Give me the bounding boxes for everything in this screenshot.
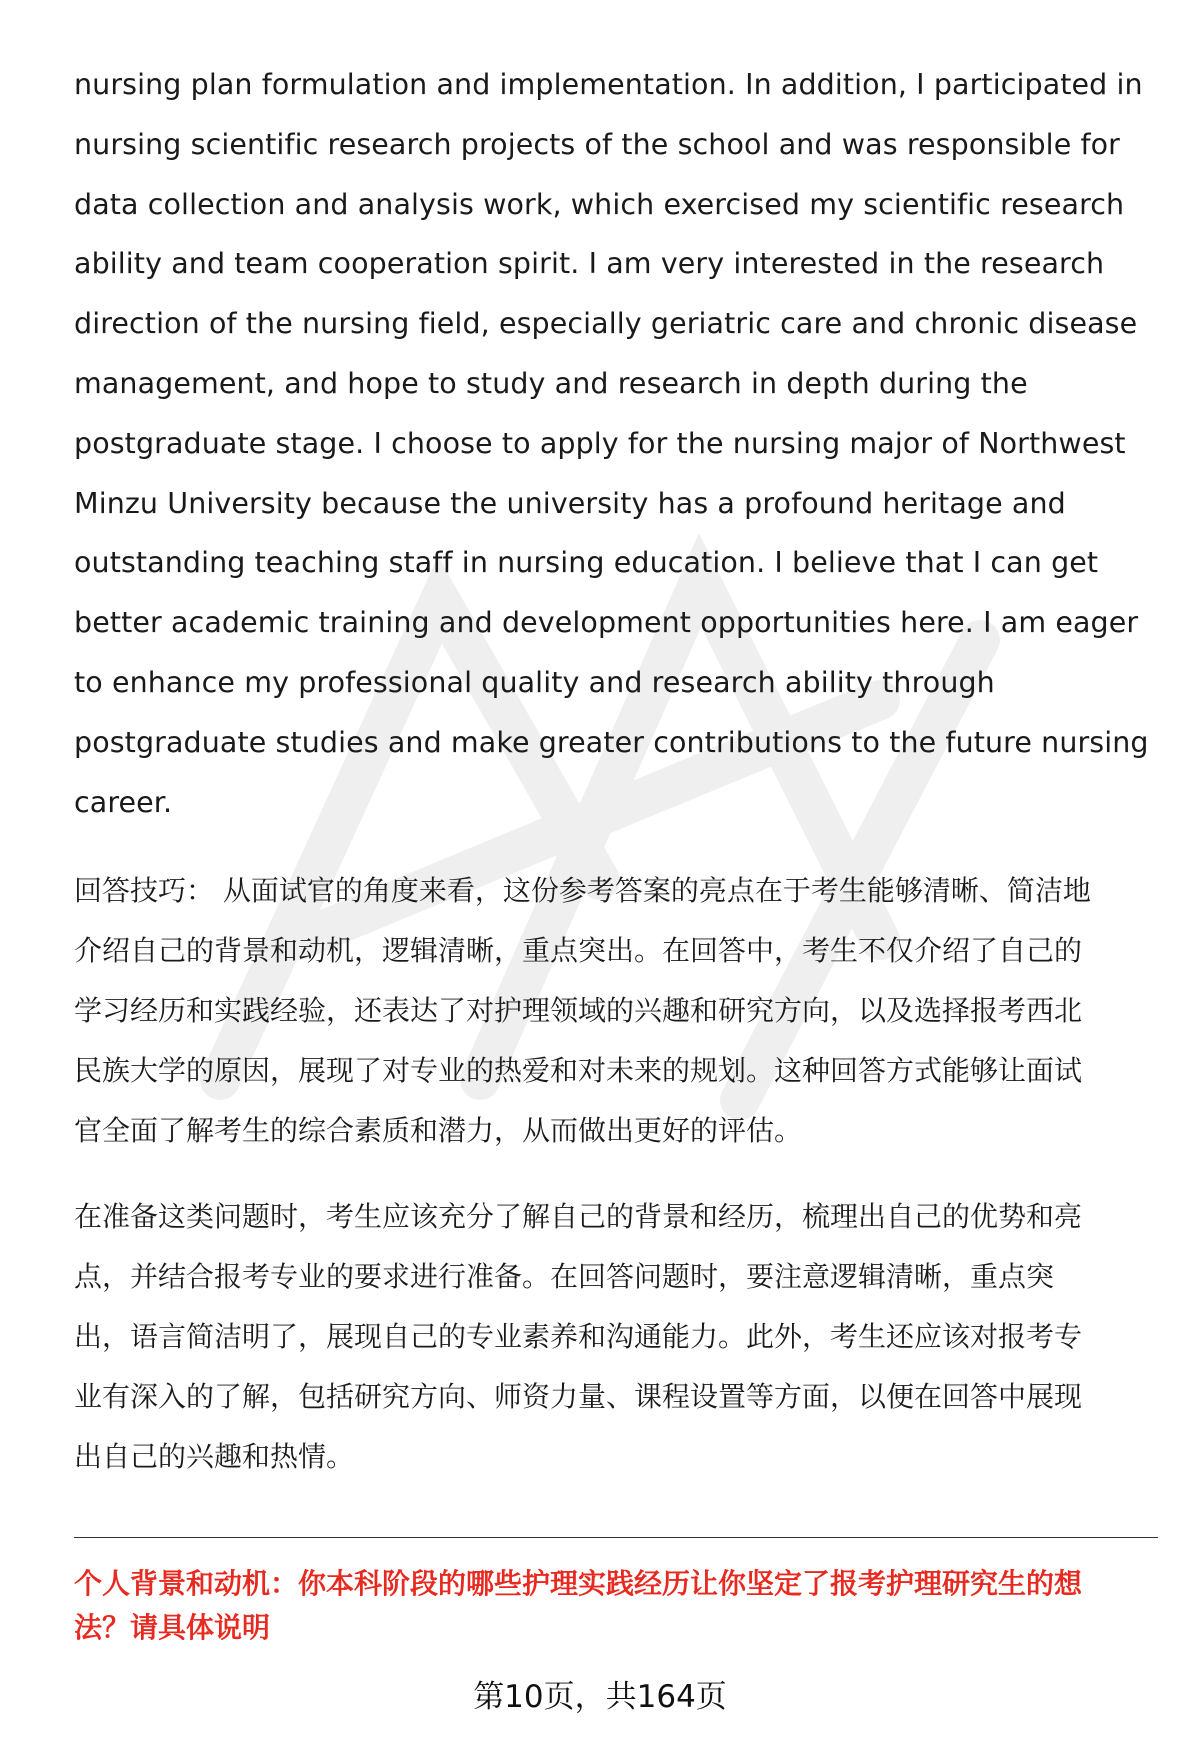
text-line: postgraduate studies and make greater contributions to the future nursing	[74, 725, 1149, 759]
text-line: to enhance my professional quality and research ability through	[74, 665, 995, 699]
text-line: career.	[74, 785, 173, 819]
text-line: 在准备这类问题时，考生应该充分了解自己的背景和经历，梳理出自己的优势和亮	[74, 1200, 1083, 1233]
text-line: 民族大学的原因，展现了对专业的热爱和对未来的规划。这种回答方式能够让面试	[74, 1054, 1083, 1087]
text-line: better academic training and development opportunities here. I am eager	[74, 606, 1139, 640]
text-line: 点，并结合报考专业的要求进行准备。在回答问题时，要注意逻辑清晰，重点突	[74, 1260, 1055, 1293]
preparation-paragraph	[74, 1187, 1164, 1487]
text-line: 业有深入的了解，包括研究方向、师资力量、课程设置等方面，以便在回答中展现	[74, 1380, 1083, 1413]
text-line: management, and hope to study and research in depth during the	[74, 366, 1028, 400]
text-line: outstanding teaching staff in nursing education. I believe that I can get	[74, 546, 1099, 580]
text-line: Minzu University because the university has a profound heritage and	[74, 486, 1066, 520]
text-line: 回答技巧： 从面试官的角度来看，这份参考答案的亮点在于考生能够清晰、简洁地	[74, 874, 1091, 907]
text-line: nursing scientific research projects of the school and was responsible for	[74, 127, 1120, 161]
text-line: 学习经历和实践经验，还表达了对护理领域的兴趣和研究方向，以及选择报考西北	[74, 994, 1083, 1027]
page-number: 第10页，共164页	[473, 1679, 727, 1715]
text-line: nursing plan formulation and implementation. In addition, I participated in	[74, 68, 1143, 101]
section-divider	[74, 1537, 1158, 1538]
question-heading	[74, 1562, 1164, 1650]
text-line: postgraduate stage. I choose to apply for the nursing major of Northwest	[74, 426, 1126, 460]
text-line: 官全面了解考生的综合素质和潜力，从而做出更好的评估。	[74, 1114, 803, 1147]
answer-body-english	[74, 55, 1154, 832]
text-line: 出，语言简洁明了，展现自己的专业素养和沟通能力。此外，考生还应该对报考专	[74, 1320, 1083, 1353]
text-line: 介绍自己的背景和动机，逻辑清晰，重点突出。在回答中，考生不仅介绍了自己的	[74, 934, 1083, 967]
answer-tips-paragraph	[74, 861, 1164, 1161]
text-line: data collection and analysis work, which exercised my scientific research	[74, 187, 1125, 221]
text-line: direction of the nursing field, especially geriatric care and chronic disease	[74, 307, 1138, 341]
text-line: 出自己的兴趣和热情。	[74, 1440, 355, 1473]
question-line: 法？请具体说明	[74, 1611, 271, 1644]
question-line: 个人背景和动机：你本科阶段的哪些护理实践经历让你坚定了报考护理研究生的想	[74, 1567, 1083, 1600]
text-line: ability and team cooperation spirit. I am very interested in the research	[74, 247, 1105, 281]
